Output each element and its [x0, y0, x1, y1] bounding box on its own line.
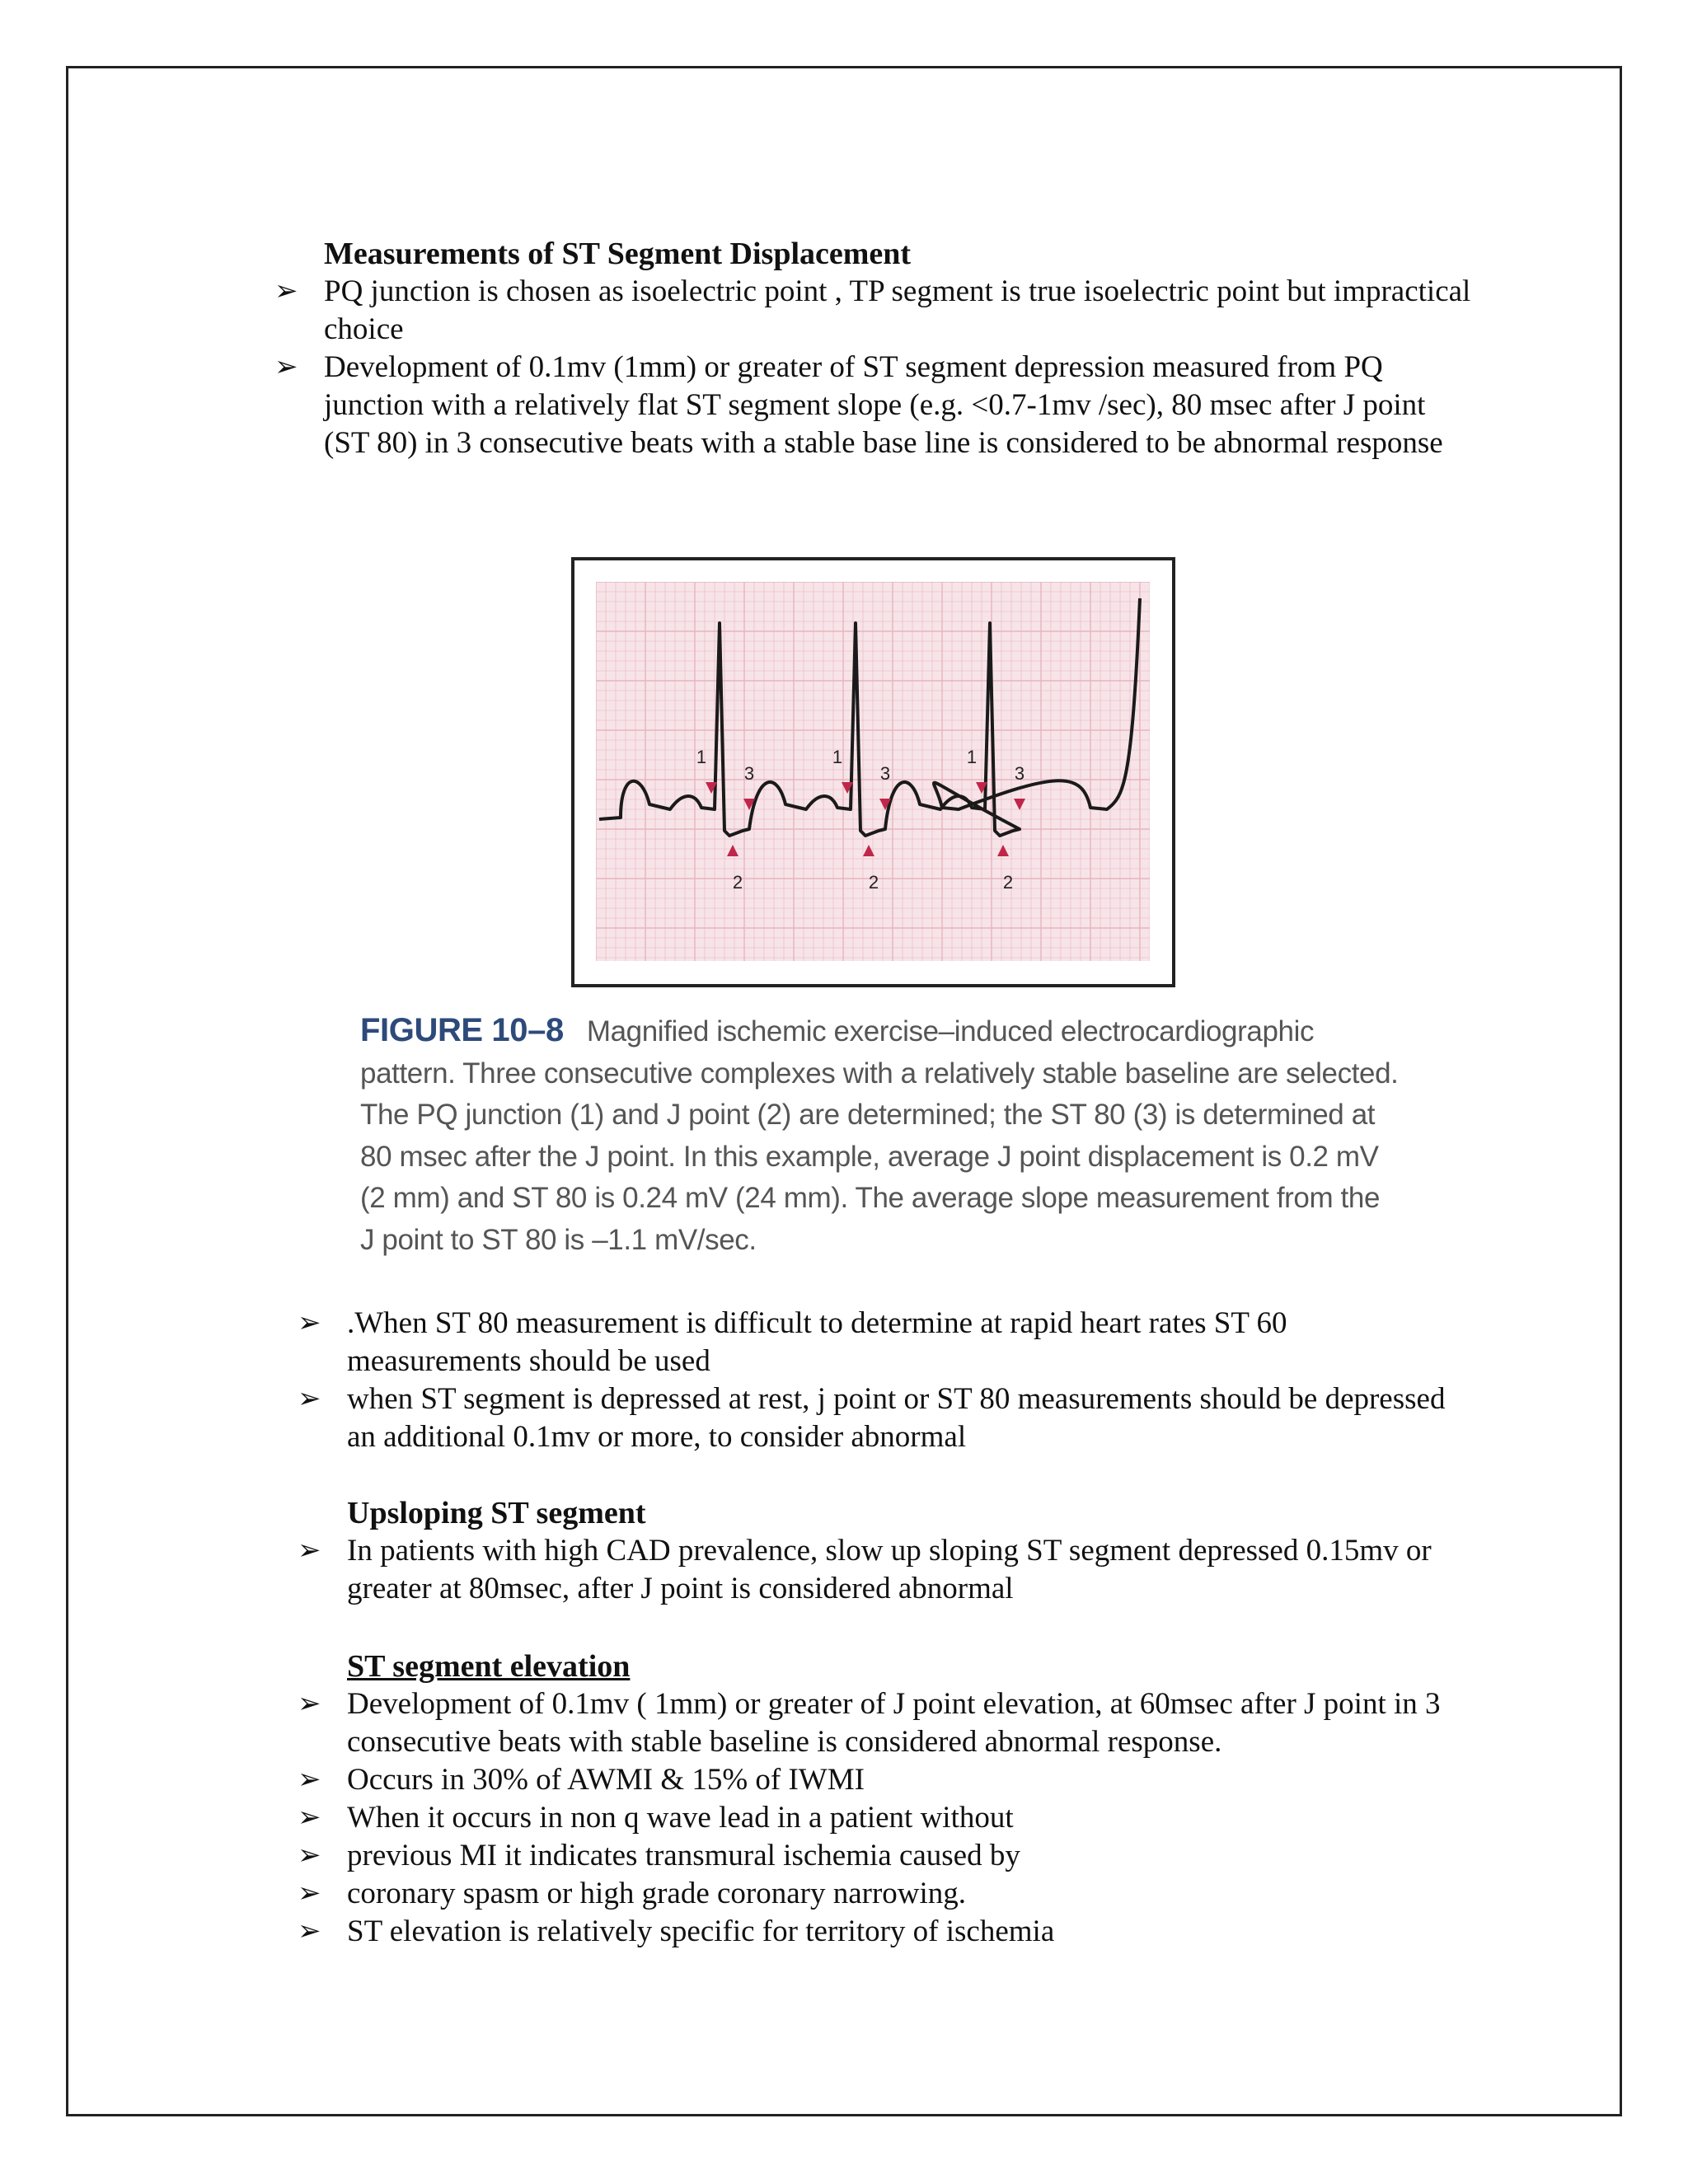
list-item	[298, 1685, 1484, 1761]
ecg-marker-label: 2	[1002, 872, 1014, 893]
arrow-bullet-icon: ➢	[298, 1765, 321, 1795]
list-item	[298, 1761, 1484, 1799]
elevation-bullets	[298, 1685, 1484, 1951]
figure-caption-text: Magnified ischemic exercise–induced electrocardiographic pattern. Three consecutive complexes with a relatively stable baseline are selected. The PQ junction (1) and J point (2) are determined; the ST 80 (3) is determined at 80 msec after the J point. In this example, average J point displacement is 0.2 mV (2 mm) and ST 80 is 0.24 mV (24 mm). The average slope measurement from the J point to ST 80 is –1.1 mV/sec.	[360, 1015, 1399, 1256]
arrow-bullet-icon: ➢	[298, 1802, 321, 1833]
bullet-text: When it occurs in non q wave lead in a patient without	[347, 1801, 1014, 1835]
bullet-text: when ST segment is depressed at rest, j point or ST 80 measurements should be depressed an additional 0.1mv or more, to consider abnormal	[347, 1382, 1446, 1454]
arrow-bullet-icon: ➢	[298, 1878, 321, 1909]
list-item	[298, 1799, 1484, 1837]
after-figure-bullets	[298, 1305, 1451, 1456]
bullet-text: Development of 0.1mv (1mm) or greater of ST segment depression measured from PQ junction with a relatively flat ST segment slope (e.g. <0.7-1mv /sec), 80 msec after J point (ST 80) in 3 consecutive beats with a stable base line is considered to be abnormal response	[324, 350, 1443, 460]
arrow-bullet-icon: ➢	[298, 1308, 321, 1338]
bullet-text: previous MI it indicates transmural ischemia caused by	[347, 1839, 1020, 1872]
arrow-bullet-icon: ➢	[298, 1916, 321, 1947]
ecg-marker-label: 2	[868, 872, 879, 893]
ecg-marker-label: 1	[832, 747, 843, 767]
figure-caption	[360, 1010, 1399, 1261]
arrow-bullet-icon: ➢	[298, 1689, 321, 1719]
list-item	[298, 1837, 1484, 1875]
section-heading-elevation: ST segment elevation	[347, 1649, 631, 1684]
bullet-text: Occurs in 30% of AWMI & 15% of IWMI	[347, 1763, 865, 1797]
ecg-marker-label: 2	[732, 872, 743, 893]
ecg-marker-label: 1	[966, 747, 978, 767]
arrow-bullet-icon: ➢	[298, 1840, 321, 1871]
arrow-bullet-icon: ➢	[298, 1384, 321, 1414]
ecg-marker-label: 3	[1014, 763, 1025, 784]
bullet-text: .When ST 80 measurement is difficult to determine at rapid heart rates ST 60 measurements should be used	[347, 1306, 1287, 1378]
list-item	[298, 1532, 1451, 1608]
arrow-bullet-icon: ➢	[274, 352, 298, 382]
ecg-marker-label: 3	[743, 763, 755, 784]
bullet-text: PQ junction is chosen as isoelectric point , TP segment is true isoelectric point but impractical choice	[324, 274, 1471, 346]
list-item	[298, 1875, 1484, 1913]
section-heading-st-displacement: Measurements of ST Segment Displacement	[324, 237, 912, 271]
list-item	[274, 349, 1478, 462]
upsloping-bullets	[298, 1532, 1451, 1608]
list-item	[298, 1305, 1451, 1380]
section-heading-upsloping: Upsloping ST segment	[347, 1496, 646, 1530]
figure-label: FIGURE 10–8	[360, 1012, 564, 1048]
list-item	[298, 1380, 1451, 1456]
ecg-figure	[571, 557, 1175, 987]
bullet-text: In patients with high CAD prevalence, slow up sloping ST segment depressed 0.15mv or greater at 80msec, after J point is considered abnormal	[347, 1534, 1432, 1605]
bullet-text: coronary spasm or high grade coronary narrowing.	[347, 1877, 967, 1910]
arrow-bullet-icon: ➢	[274, 276, 298, 307]
ecg-strip-image	[596, 582, 1150, 961]
st-displacement-bullets	[274, 273, 1478, 462]
bullet-text: Development of 0.1mv ( 1mm) or greater of J point elevation, at 60msec after J point in 3 consecutive beats with stable baseline is considered abnormal response.	[347, 1687, 1441, 1759]
arrow-bullet-icon: ➢	[298, 1535, 321, 1566]
bullet-text: ST elevation is relatively specific for territory of ischemia	[347, 1915, 1055, 1948]
ecg-marker-label: 1	[696, 747, 707, 767]
list-item	[274, 273, 1478, 349]
list-item	[298, 1913, 1484, 1951]
ecg-marker-label: 3	[879, 763, 891, 784]
